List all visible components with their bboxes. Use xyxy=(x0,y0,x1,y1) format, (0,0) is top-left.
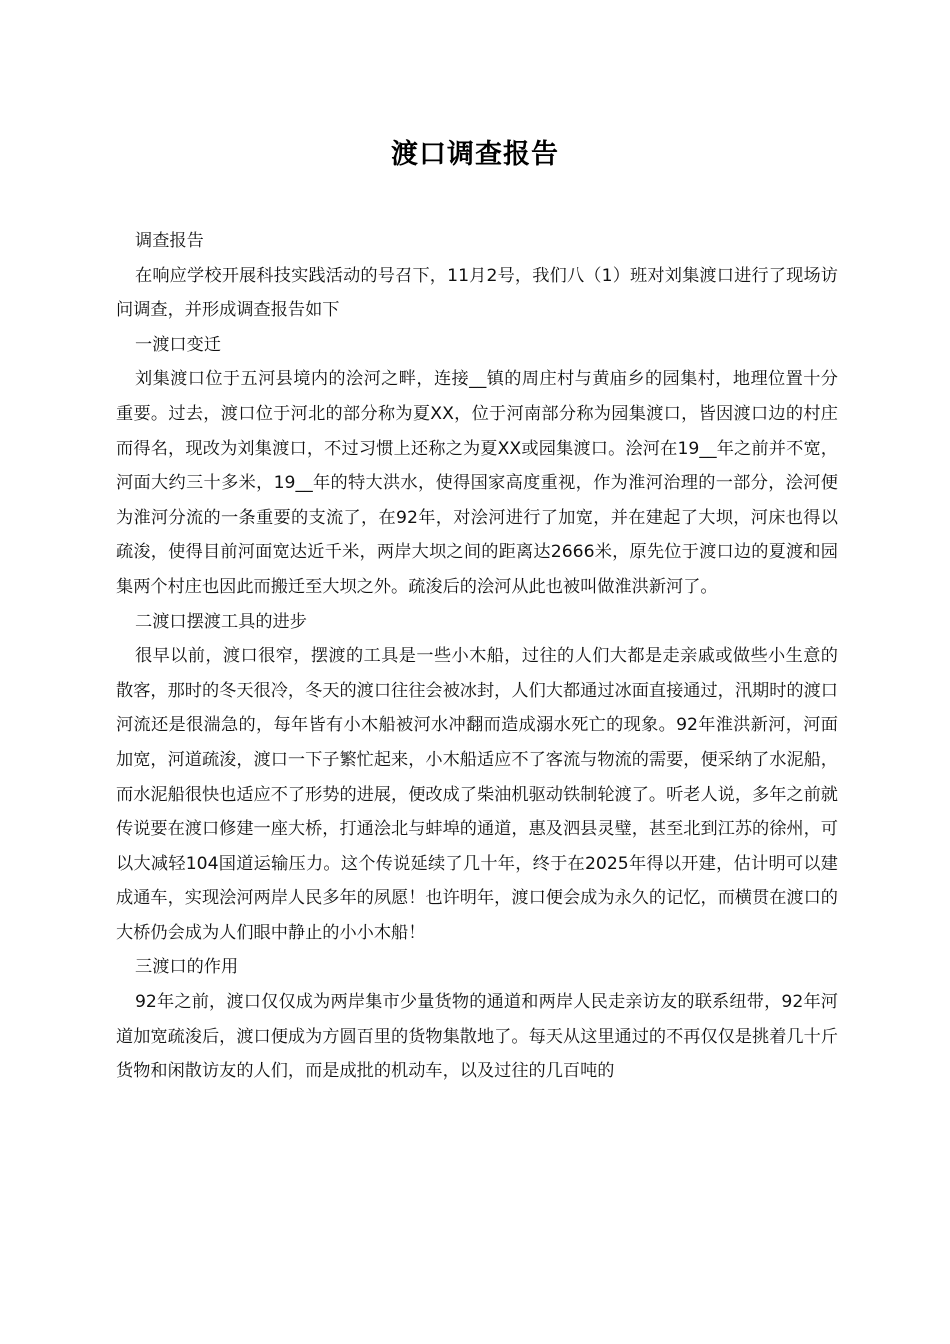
document-body xyxy=(116,224,838,1089)
section-heading-3: 三渡口的作用 xyxy=(135,957,239,978)
paragraph-section-3: 92年之前，渡口仅仅成为两岸集市少量货物的通道和两岸人民走亲访友的联系纽带，92年河道加宽疏浚后，渡口便成为方圆百里的货物集散地了。每天从这里通过的不再仅仅是挑着几十斤货物和闲散访友的人们，而是成批的机动车，以及过往的几百吨的 xyxy=(116,992,838,1082)
paragraph-section-1: 刘集渡口位于五河县境内的浍河之畔，连接__镇的周庄村与黄庙乡的园集村，地理位置十分重要。过去，渡口位于河北的部分称为夏XX，位于河南部分称为园集渡口，皆因渡口边的村庄而得名，现改为刘集渡口，不过习惯上还称之为夏XX或园集渡口。浍河在19__年之前并不宽，河面大约三十多米，19__年的特大洪水，使得国家高度重视，作为淮河治理的一部分，浍河便为淮河分流的一条重要的支流了，在92年，对浍河进行了加宽，并在建起了大坝，河床也得以疏浚，使得目前河面宽达近千米，两岸大坝之间的距离达2666米，原先位于渡口边的夏渡和园集两个村庄也因此而搬迁至大坝之外。疏浚后的浍河从此也被叫做淮洪新河了。 xyxy=(116,369,838,597)
section-heading-1: 一渡口变迁 xyxy=(135,334,221,355)
section-heading-2: 二渡口摆渡工具的进步 xyxy=(135,611,307,632)
paragraph-section-2: 很早以前，渡口很窄，摆渡的工具是一些小木船，过往的人们大都是走亲戚或做些小生意的散客，那时的冬天很冷，冬天的渡口往往会被冰封，人们大都通过冰面直接通过，汛期时的渡口河流还是很湍急的，每年皆有小木船被河水冲翻而造成溺水死亡的现象。92年淮洪新河，河面加宽，河道疏浚，渡口一下子繁忙起来，小木船适应不了客流与物流的需要，便采纳了水泥船，而水泥船很快也适应不了形势的进展，便改成了柴油机驱动铁制轮渡了。听老人说，多年之前就传说要在渡口修建一座大桥，打通浍北与蚌埠的通道，惠及泗县灵璧，甚至北到江苏的徐州，可以大减轻104国道运输压力。这个传说延续了几十年，终于在2025年得以开建，估计明可以建成通车，实现浍河两岸人民多年的夙愿！也许明年，渡口便会成为永久的记忆，而横贯在渡口的大桥仍会成为人们眼中静止的小小木船！ xyxy=(116,646,838,943)
document-title: 渡口调查报告 xyxy=(391,139,559,170)
paragraph-intro: 在响应学校开展科技实践活动的号召下，11月2号，我们八（1）班对刘集渡口进行了现场访问调查，并形成调查报告如下 xyxy=(116,265,838,321)
paragraph-subtitle: 调查报告 xyxy=(135,231,204,251)
